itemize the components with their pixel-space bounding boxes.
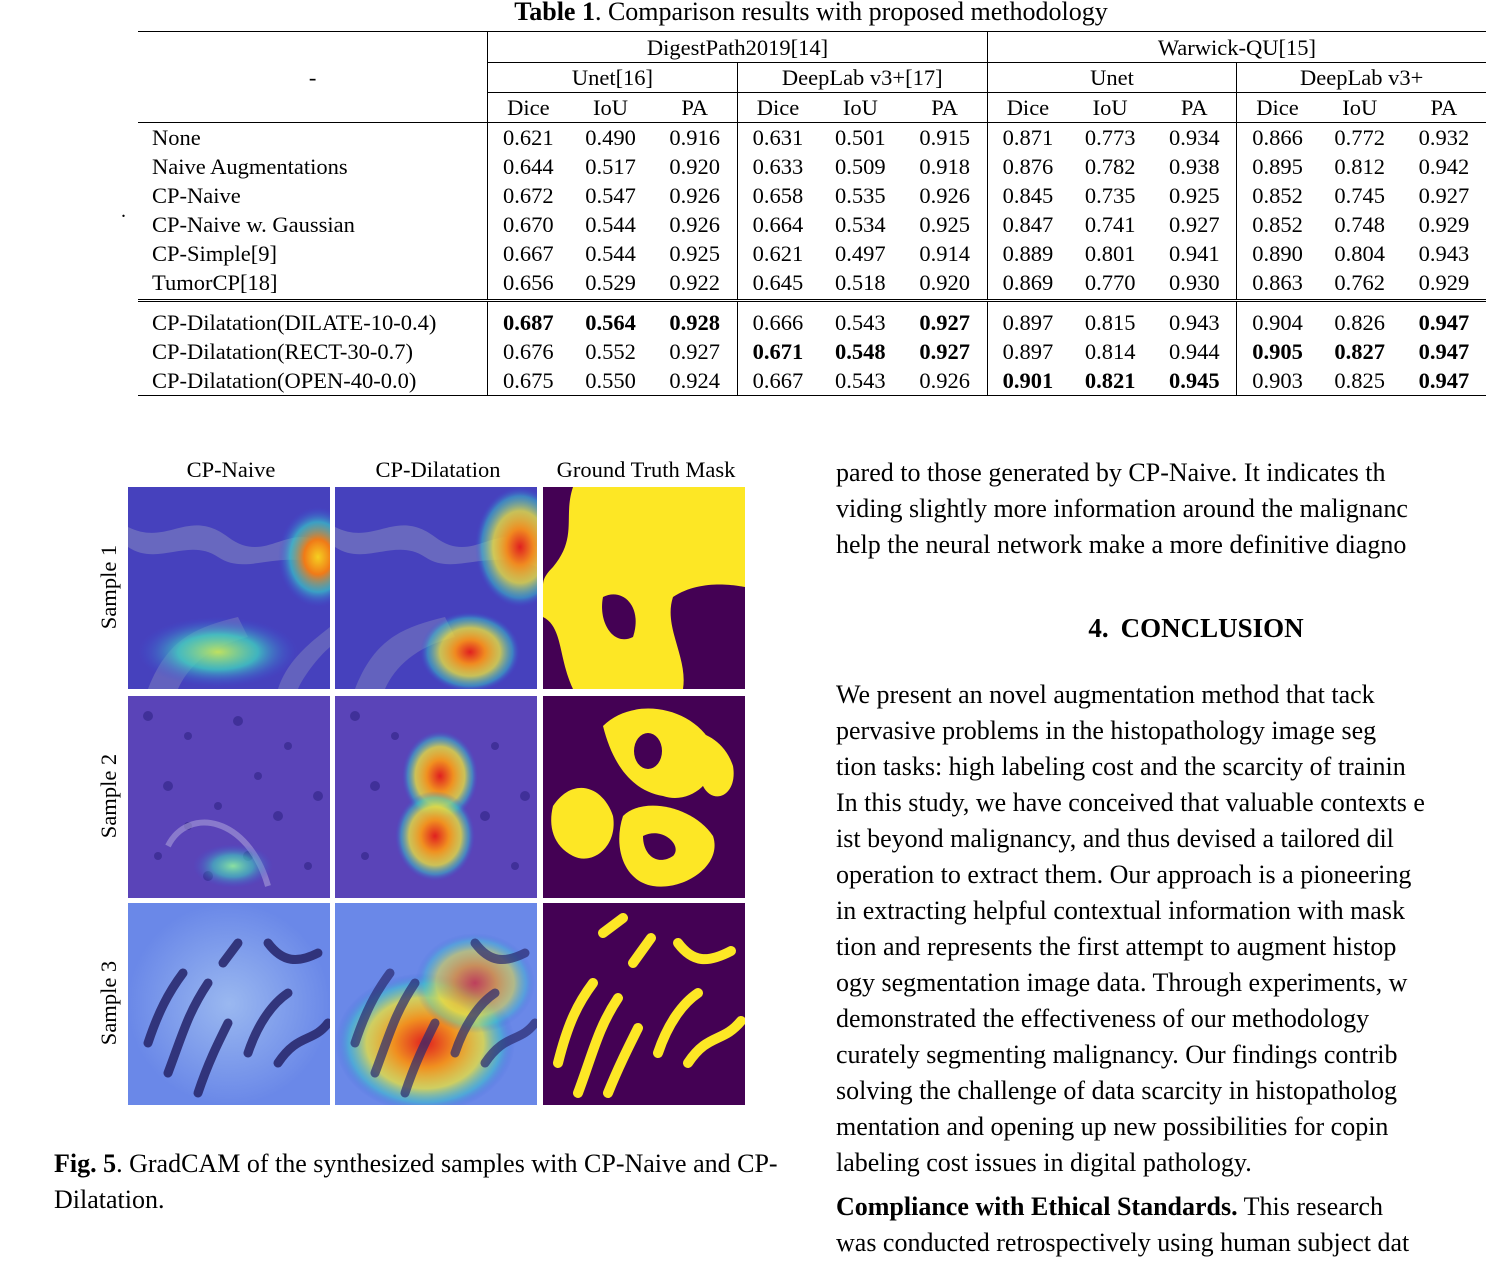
table-cell: 0.915 — [919, 125, 970, 150]
table-cell: 0.762 — [1318, 268, 1402, 301]
table-cell: 0.847 — [987, 210, 1068, 239]
table-cell: 0.927 — [919, 339, 970, 364]
table-cell: 0.945 — [1152, 366, 1237, 396]
table-cell: 0.667 — [488, 239, 569, 268]
text-line: help the neural network make a more definitive diagno — [836, 530, 1407, 559]
table-cell: 0.863 — [1237, 268, 1318, 301]
table-cell: 0.947 — [1402, 366, 1486, 396]
figure-row-title: Sample 3 — [96, 960, 121, 1046]
table-cell: 0.773 — [1084, 125, 1136, 150]
mask-image-sample-3 — [543, 903, 745, 1105]
table-cell: 0.927 — [919, 309, 970, 335]
table-row — [138, 268, 1486, 301]
model-header: Unet[16] — [488, 63, 738, 93]
model-header: Unet — [987, 63, 1237, 93]
table-cell: 0.930 — [1152, 268, 1237, 301]
table-cell: 0.869 — [987, 268, 1068, 301]
table-cell: 0.671 — [737, 337, 818, 366]
table-cell: 0.904 — [1237, 301, 1318, 338]
gradcam-image-cp-dilatation-sample-1 — [335, 487, 537, 689]
table-cell: 0.826 — [1334, 309, 1386, 335]
figure-caption-label: Fig. 5 — [54, 1149, 117, 1178]
text-line: pared to those generated by CP-Naive. It indicates th — [836, 458, 1386, 487]
table-cell: 0.535 — [835, 183, 886, 208]
table-cell: 0.544 — [585, 212, 636, 237]
table-cell: 0.621 — [488, 123, 569, 153]
gradcam-image-cp-dilatation-sample-3 — [335, 903, 537, 1105]
metric-header: Dice — [488, 93, 569, 123]
text-line: mentation and opening up new possibilities for copin — [836, 1112, 1389, 1141]
table-cell: 0.631 — [737, 123, 818, 153]
text-line: In this study, we have conceived that valuable contexts e — [836, 788, 1425, 817]
row-label: TumorCP[18] — [138, 268, 488, 301]
table-cell: 0.943 — [1418, 241, 1470, 266]
table-row — [138, 210, 1486, 239]
table-cell: 0.927 — [669, 339, 720, 364]
table-cell: 0.827 — [1334, 339, 1386, 364]
metric-header: Dice — [1237, 93, 1318, 123]
gradcam-image-cp-naive-sample-3 — [128, 903, 330, 1105]
table-cell: 0.544 — [585, 241, 636, 266]
table-cell: 0.905 — [1237, 337, 1318, 366]
table-cell: 0.871 — [987, 123, 1068, 153]
table-cell: 0.741 — [1084, 212, 1136, 237]
table-cell: 0.918 — [919, 154, 970, 179]
table-cell: 0.772 — [1334, 125, 1386, 150]
table-cell: 0.944 — [1168, 339, 1220, 364]
table-cell: 0.938 — [1168, 154, 1220, 179]
table-cell: 0.529 — [568, 268, 652, 301]
metric-header: Dice — [987, 93, 1068, 123]
table-caption — [0, 0, 1486, 28]
table-cell: 0.916 — [669, 125, 720, 150]
text-line: curately segmenting malignancy. Our findings contrib — [836, 1040, 1398, 1069]
table-cell: 0.890 — [1237, 239, 1318, 268]
table-cell: 0.901 — [987, 366, 1068, 396]
text-line: viding slightly more information around the malignanc — [836, 494, 1408, 523]
table-cell: 0.914 — [919, 241, 970, 266]
table-cell: 0.552 — [585, 339, 636, 364]
ethics-paragraph — [836, 1189, 1486, 1261]
text-line: in extracting helpful contextual information with mask — [836, 896, 1405, 925]
figure-column-title: CP-Dilatation — [375, 457, 501, 482]
table-corner: - — [138, 32, 488, 123]
table-cell: 0.676 — [488, 337, 569, 366]
table-cell: 0.922 — [653, 268, 738, 301]
table-cell: 0.497 — [835, 241, 886, 266]
table-cell: 0.748 — [1334, 212, 1386, 237]
table-cell: 0.621 — [737, 239, 818, 268]
table-cell: 0.564 — [585, 309, 636, 335]
table-cell: 0.920 — [902, 268, 987, 301]
table-cell: 0.934 — [1168, 125, 1220, 150]
table-cell: 0.801 — [1084, 241, 1136, 266]
table-cell: 0.645 — [737, 268, 818, 301]
metric-header: PA — [1152, 93, 1237, 123]
table-cell: 0.903 — [1237, 366, 1318, 396]
table-cell: 0.543 — [835, 309, 886, 335]
table-cell: 0.925 — [669, 241, 720, 266]
table-cell: 0.534 — [835, 212, 886, 237]
ethics-line: was conducted retrospectively using human subject dat — [836, 1228, 1410, 1257]
metric-header: IoU — [1318, 93, 1402, 123]
dataset-header: DigestPath2019[14] — [488, 32, 988, 63]
metric-header: PA — [653, 93, 738, 123]
table-cell: 0.927 — [1418, 183, 1470, 208]
text-line: We present an novel augmentation method that tack — [836, 680, 1375, 709]
table-cell: 0.770 — [1068, 268, 1152, 301]
results-table — [138, 31, 1486, 396]
metric-header: PA — [1402, 93, 1486, 123]
text-line: solving the challenge of data scarcity in histopatholog — [836, 1076, 1398, 1105]
table-cell: 0.925 — [919, 212, 970, 237]
table-cell: 0.490 — [585, 125, 636, 150]
text-line: operation to extract them. Our approach is a pioneering — [836, 860, 1412, 889]
table-cell: 0.929 — [1402, 268, 1486, 301]
table-row — [138, 366, 1486, 396]
figure-caption-text: . GradCAM of the synthesized samples with CP-Naive and CP-Dilatation. — [54, 1149, 778, 1214]
table-cell: 0.782 — [1084, 154, 1136, 179]
table-cell: 0.664 — [737, 210, 818, 239]
text-line: labeling cost issues in digital pathology. — [836, 1148, 1252, 1177]
table-cell: 0.929 — [1418, 212, 1470, 237]
row-label: CP-Dilatation(RECT-30-0.7) — [152, 339, 414, 364]
table-cell: 0.866 — [1237, 123, 1318, 153]
table-cell: 0.876 — [987, 152, 1068, 181]
metric-header: IoU — [568, 93, 652, 123]
ethics-line — [836, 1189, 1486, 1225]
table-cell: 0.943 — [1168, 309, 1220, 335]
table-cell: 0.932 — [1418, 125, 1470, 150]
mask-image-sample-1 — [543, 487, 745, 689]
table-row — [138, 152, 1486, 181]
row-label: Naive Augmentations — [152, 154, 348, 179]
model-header: DeepLab v3+ — [1237, 63, 1486, 93]
table-cell: 0.920 — [669, 154, 720, 179]
table-cell: 0.666 — [737, 301, 818, 338]
metric-header: PA — [902, 93, 987, 123]
text-line: tion tasks: high labeling cost and the scarcity of trainin — [836, 752, 1406, 781]
table-cell: 0.825 — [1318, 366, 1402, 396]
text-line: pervasive problems in the histopathology image seg — [836, 716, 1377, 745]
table-cell: 0.852 — [1237, 181, 1318, 210]
row-label: CP-Dilatation(DILATE-10-0.4) — [152, 309, 437, 335]
table-cell: 0.550 — [568, 366, 652, 396]
row-label: None — [152, 125, 201, 150]
side-mark: . — [121, 200, 126, 222]
table-cell: 0.941 — [1168, 241, 1220, 266]
section-number: 4. — [1088, 613, 1109, 643]
conclusion-paragraph — [836, 677, 1486, 1181]
table-cell: 0.675 — [488, 366, 569, 396]
table-cell: 0.658 — [737, 181, 818, 210]
table-cell: 0.687 — [488, 301, 569, 338]
table-cell: 0.501 — [835, 125, 886, 150]
text-line: tion and represents the first attempt to augment histop — [836, 932, 1397, 961]
table-cell: 0.942 — [1418, 154, 1470, 179]
ethics-label: Compliance with Ethical Standards. — [836, 1192, 1238, 1221]
table-cell: 0.656 — [488, 268, 569, 301]
table-cell: 0.947 — [1418, 309, 1470, 335]
figure-column-title: Ground Truth Mask — [556, 457, 736, 482]
metric-header: IoU — [818, 93, 902, 123]
table-cell: 0.926 — [919, 183, 970, 208]
table-cell: 0.821 — [1068, 366, 1152, 396]
table-cell: 0.924 — [653, 366, 738, 396]
table-cell: 0.926 — [669, 183, 720, 208]
row-label: CP-Dilatation(OPEN-40-0.0) — [138, 366, 488, 396]
figure-caption — [54, 1146, 799, 1218]
table-cell: 0.926 — [669, 212, 720, 237]
table-cell: 0.928 — [669, 309, 720, 335]
table-cell: 0.548 — [835, 339, 886, 364]
text-line: demonstrated the effectiveness of our methodology — [836, 1004, 1370, 1033]
figure-column-title: CP-Naive — [186, 457, 276, 482]
intro-paragraph — [836, 455, 1486, 563]
table-cell: 0.518 — [818, 268, 902, 301]
table-cell: 0.812 — [1334, 154, 1386, 179]
table-row — [138, 181, 1486, 210]
figure-row-title: Sample 2 — [96, 753, 121, 839]
section-title: CONCLUSION — [1120, 613, 1304, 643]
gradcam-image-cp-dilatation-sample-2 — [335, 696, 537, 898]
table-cell: 0.735 — [1084, 183, 1136, 208]
table-caption-label: Table 1 — [514, 0, 595, 26]
table-cell: 0.672 — [488, 181, 569, 210]
table-cell: 0.644 — [488, 152, 569, 181]
table-cell: 0.926 — [902, 366, 987, 396]
figure-row-title: Sample 1 — [96, 544, 121, 630]
table-cell: 0.509 — [835, 154, 886, 179]
table-cell: 0.845 — [987, 181, 1068, 210]
table-cell: 0.925 — [1168, 183, 1220, 208]
table-cell: 0.897 — [987, 337, 1068, 366]
table-cell: 0.895 — [1237, 152, 1318, 181]
table-row — [138, 337, 1486, 366]
table-cell: 0.814 — [1084, 339, 1136, 364]
section-heading — [836, 610, 1486, 646]
table-cell: 0.815 — [1084, 309, 1136, 335]
table-cell: 0.745 — [1334, 183, 1386, 208]
table-caption-text: . Comparison results with proposed methodology — [594, 0, 1108, 26]
table-cell: 0.667 — [737, 366, 818, 396]
table-cell: 0.852 — [1237, 210, 1318, 239]
row-label: CP-Naive w. Gaussian — [152, 212, 355, 237]
gradcam-image-cp-naive-sample-1 — [128, 487, 330, 689]
table-row — [138, 123, 1486, 153]
table-cell: 0.804 — [1334, 241, 1386, 266]
gradcam-image-cp-naive-sample-2 — [128, 696, 330, 898]
table-cell: 0.633 — [737, 152, 818, 181]
table-cell: 0.547 — [585, 183, 636, 208]
table-cell: 0.517 — [585, 154, 636, 179]
text-line: ogy segmentation image data. Through experiments, w — [836, 968, 1408, 997]
table-cell: 0.670 — [488, 210, 569, 239]
row-label: CP-Naive — [152, 183, 241, 208]
table-row — [138, 239, 1486, 268]
table-cell: 0.543 — [818, 366, 902, 396]
table-cell: 0.897 — [987, 301, 1068, 338]
table-cell: 0.947 — [1418, 339, 1470, 364]
text-line: ist beyond malignancy, and thus devised a tailored dil — [836, 824, 1394, 853]
table-cell: 0.889 — [987, 239, 1068, 268]
metric-header: Dice — [737, 93, 818, 123]
model-header: DeepLab v3+[17] — [737, 63, 987, 93]
metric-header: IoU — [1068, 93, 1152, 123]
table-row — [138, 301, 1486, 338]
table-cell: 0.927 — [1168, 212, 1220, 237]
row-label: CP-Simple[9] — [152, 241, 278, 266]
mask-image-sample-2 — [543, 696, 745, 898]
ethics-text: This research — [1237, 1192, 1383, 1221]
dataset-header: Warwick-QU[15] — [987, 32, 1486, 63]
